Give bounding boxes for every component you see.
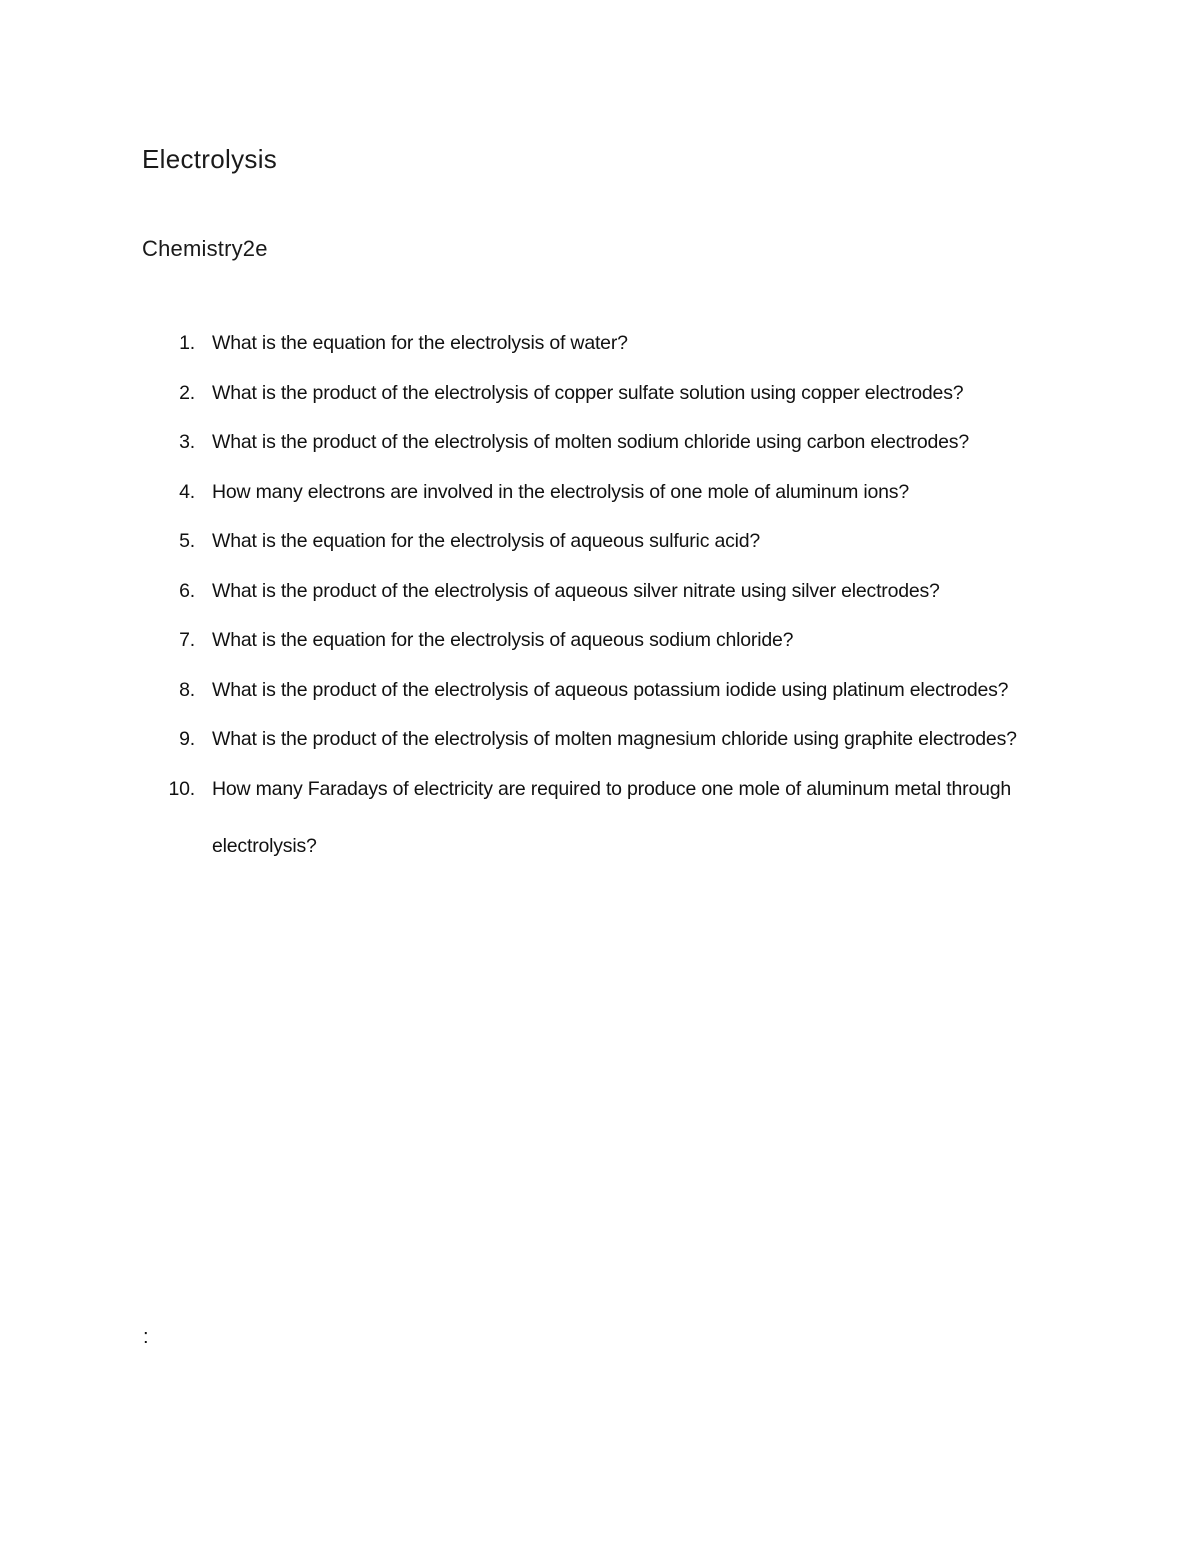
footer-mark: : (143, 1326, 149, 1348)
question-number: 10. (168, 777, 195, 800)
question-number: 5. (179, 530, 195, 552)
question-number: 9. (179, 728, 195, 750)
question-text: What is the product of the electrolysis of molten sodium chloride using carbon electrodes? (212, 431, 969, 453)
question-text: What is the equation for the electrolysis of water? (212, 332, 628, 354)
question-number: 6. (179, 579, 195, 602)
question-number: 7. (179, 629, 195, 651)
question-list (0, 315, 1200, 876)
question-text: How many Faradays of electricity are required to produce one mole of aluminum metal through electrolysis? (212, 777, 1012, 857)
question-text: What is the equation for the electrolysis of aqueous sulfuric acid? (212, 530, 761, 552)
page-subtitle: Chemistry2e (142, 236, 268, 261)
question-item (0, 761, 1200, 876)
question-text: What is the product of the electrolysis of copper sulfate solution using copper electrodes? (212, 381, 964, 404)
question-number: 4. (179, 480, 195, 503)
question-text: What is the product of the electrolysis of aqueous silver nitrate using silver electrodes? (212, 579, 940, 602)
question-number: 3. (179, 431, 195, 453)
question-text: What is the product of the electrolysis of aqueous potassium iodide using platinum electrodes? (212, 678, 1009, 701)
question-text: How many electrons are involved in the electrolysis of one mole of aluminum ions? (212, 480, 909, 503)
page-title: Electrolysis (142, 144, 278, 174)
question-number: 1. (179, 332, 195, 354)
question-text: What is the product of the electrolysis of molten magnesium chloride using graphite electrodes? (212, 728, 1017, 750)
question-number: 2. (179, 381, 195, 404)
question-text: What is the equation for the electrolysis of aqueous sodium chloride? (212, 629, 794, 651)
question-number: 8. (179, 678, 195, 701)
